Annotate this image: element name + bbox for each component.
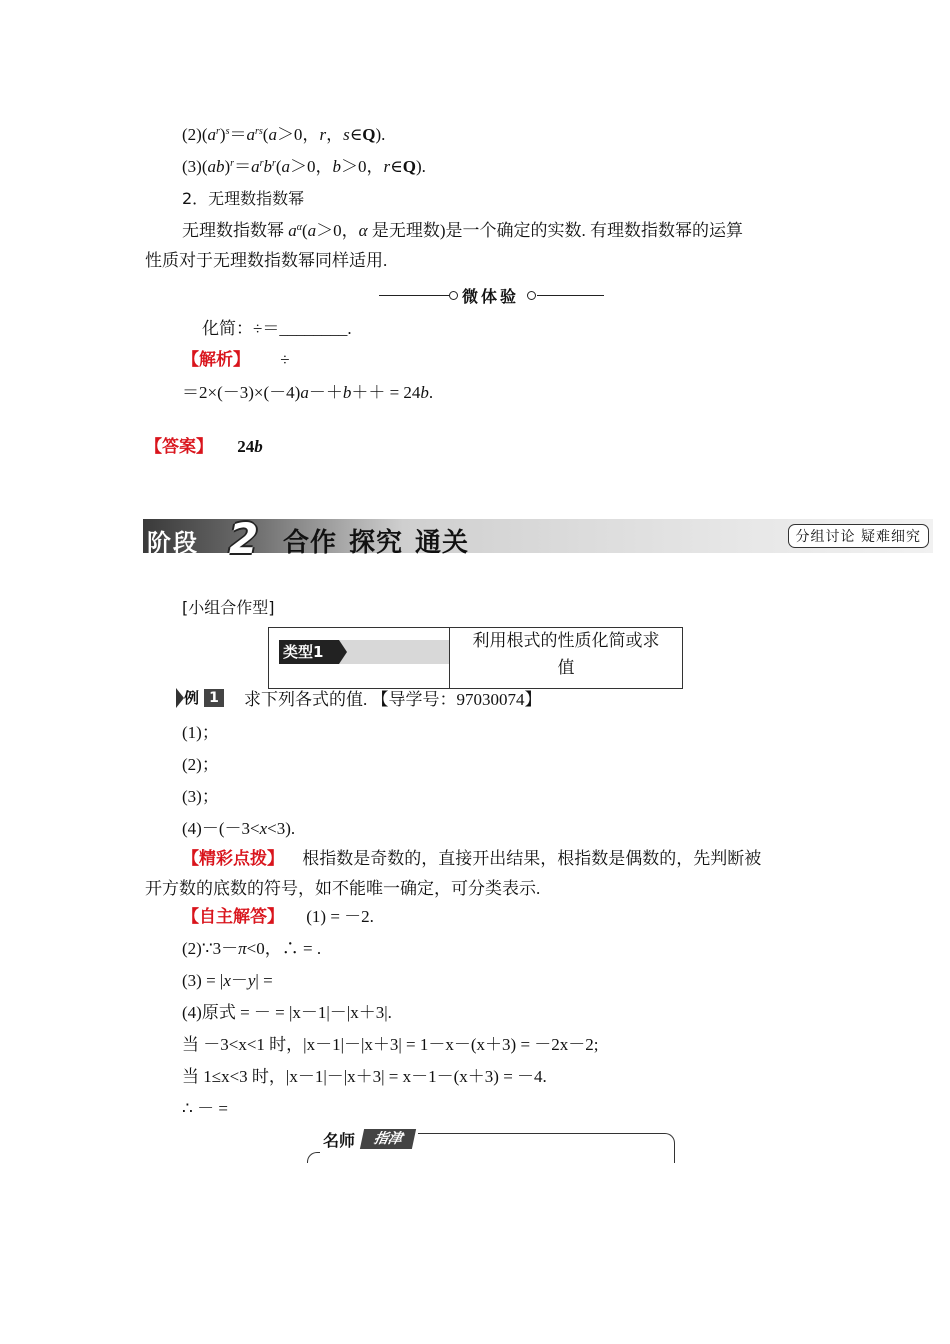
answer-label: 【答案】 xyxy=(145,437,213,457)
group-type-label: [小组合作型] xyxy=(182,598,275,617)
type-label: 类型1 xyxy=(279,640,339,664)
solution-line1: 【自主解答】 (1) = －2. xyxy=(182,907,374,927)
type-box-left xyxy=(269,628,450,688)
example-number: 1 xyxy=(204,689,224,707)
example-item-1: (1)； xyxy=(182,723,219,742)
example-arrow-icon xyxy=(176,688,184,708)
solution-line3: (3) = |x－y| = xyxy=(182,971,273,990)
banner-stage-label: 阶段 xyxy=(147,529,199,557)
teacher-badge: 指津 xyxy=(360,1129,416,1149)
banner-title: 合作 探究 通关 xyxy=(283,528,470,558)
hint-line1: 【精彩点拨】 根指数是奇数的，直接开出结果，根指数是偶数的，先判断被 xyxy=(182,849,762,869)
analysis-label: 【解析】 xyxy=(182,350,250,370)
hint-label: 【精彩点拨】 xyxy=(182,849,284,869)
solution-line6: 当 1≤x<3 时，|x－1|－|x＋3| = x－1－(x＋3) = －4. xyxy=(182,1067,547,1086)
example-item-4: (4)－(－3<x<3). xyxy=(182,819,296,838)
divider-left xyxy=(379,295,449,296)
example-prompt: 求下列各式的值. 【导学号：97030074】 xyxy=(244,690,542,709)
hint-line2: 开方数的底数的符号，如不能唯一确定，可分类表示. xyxy=(145,879,541,898)
rule-2: $(2)(a^r)^s=a^{rs}(a>0$，r，s∈Q). xyxy=(182,125,386,144)
mini-analysis-line1: 【解析】 ÷ xyxy=(182,350,290,370)
solution-line4: (4)原式 = － = |x－1|－|x＋3|. xyxy=(182,1003,392,1022)
banner-stage-number: 2 xyxy=(229,514,259,563)
teacher-frame xyxy=(418,1133,675,1163)
mini-analysis-line2: ＝2×(－3)×(－4)a－＋b＋＋ = 24b. xyxy=(182,383,434,402)
solution-line2: (2)∵3－π<0，∴ = . xyxy=(182,939,322,958)
section-title-irrational: 2．无理数指数幂 xyxy=(182,189,305,208)
solution-line7: ∴ － = xyxy=(182,1099,228,1118)
divider-dot-left xyxy=(449,291,458,300)
example-item-3: (3)； xyxy=(182,787,219,806)
banner-tag: 分组讨论 疑难细究 xyxy=(788,524,929,548)
mini-question: 化简：÷＝________. xyxy=(202,319,352,338)
irrational-paragraph-line1: 无理数指数幂 $a^\alpha(a>0$，α 是无理数)是一个确定的实数. 有理数指数幂的运算 xyxy=(182,221,744,240)
rule-3: $(3)(ab)^r=a^rb^r(a>0$，b＞0，r∈Q). xyxy=(182,157,426,176)
teacher-label: 名师 xyxy=(323,1131,356,1150)
example-word: 例 xyxy=(184,689,200,707)
teacher-frame-corner xyxy=(307,1152,320,1163)
solution-line5: 当 －3<x<1 时，|x－1|－|x＋3| = 1－x－(x＋3) = －2x－2; xyxy=(182,1035,599,1054)
example-item-2: (2)； xyxy=(182,755,219,774)
type-title: 利用根式的性质化简或求 值 xyxy=(472,631,660,678)
teacher-guidance-box xyxy=(305,1126,677,1162)
solution-label: 【自主解答】 xyxy=(182,907,284,927)
type-box xyxy=(268,627,683,689)
type-arrow-icon xyxy=(339,640,347,664)
mini-practice-title: 微体验 xyxy=(462,287,520,306)
mini-answer: 【答案】 24b xyxy=(145,437,263,457)
divider-right xyxy=(537,295,604,296)
divider-dot-right xyxy=(527,291,536,300)
irrational-paragraph-line2: 性质对于无理数指数幂同样适用. xyxy=(145,251,388,270)
stage-banner xyxy=(143,514,933,563)
